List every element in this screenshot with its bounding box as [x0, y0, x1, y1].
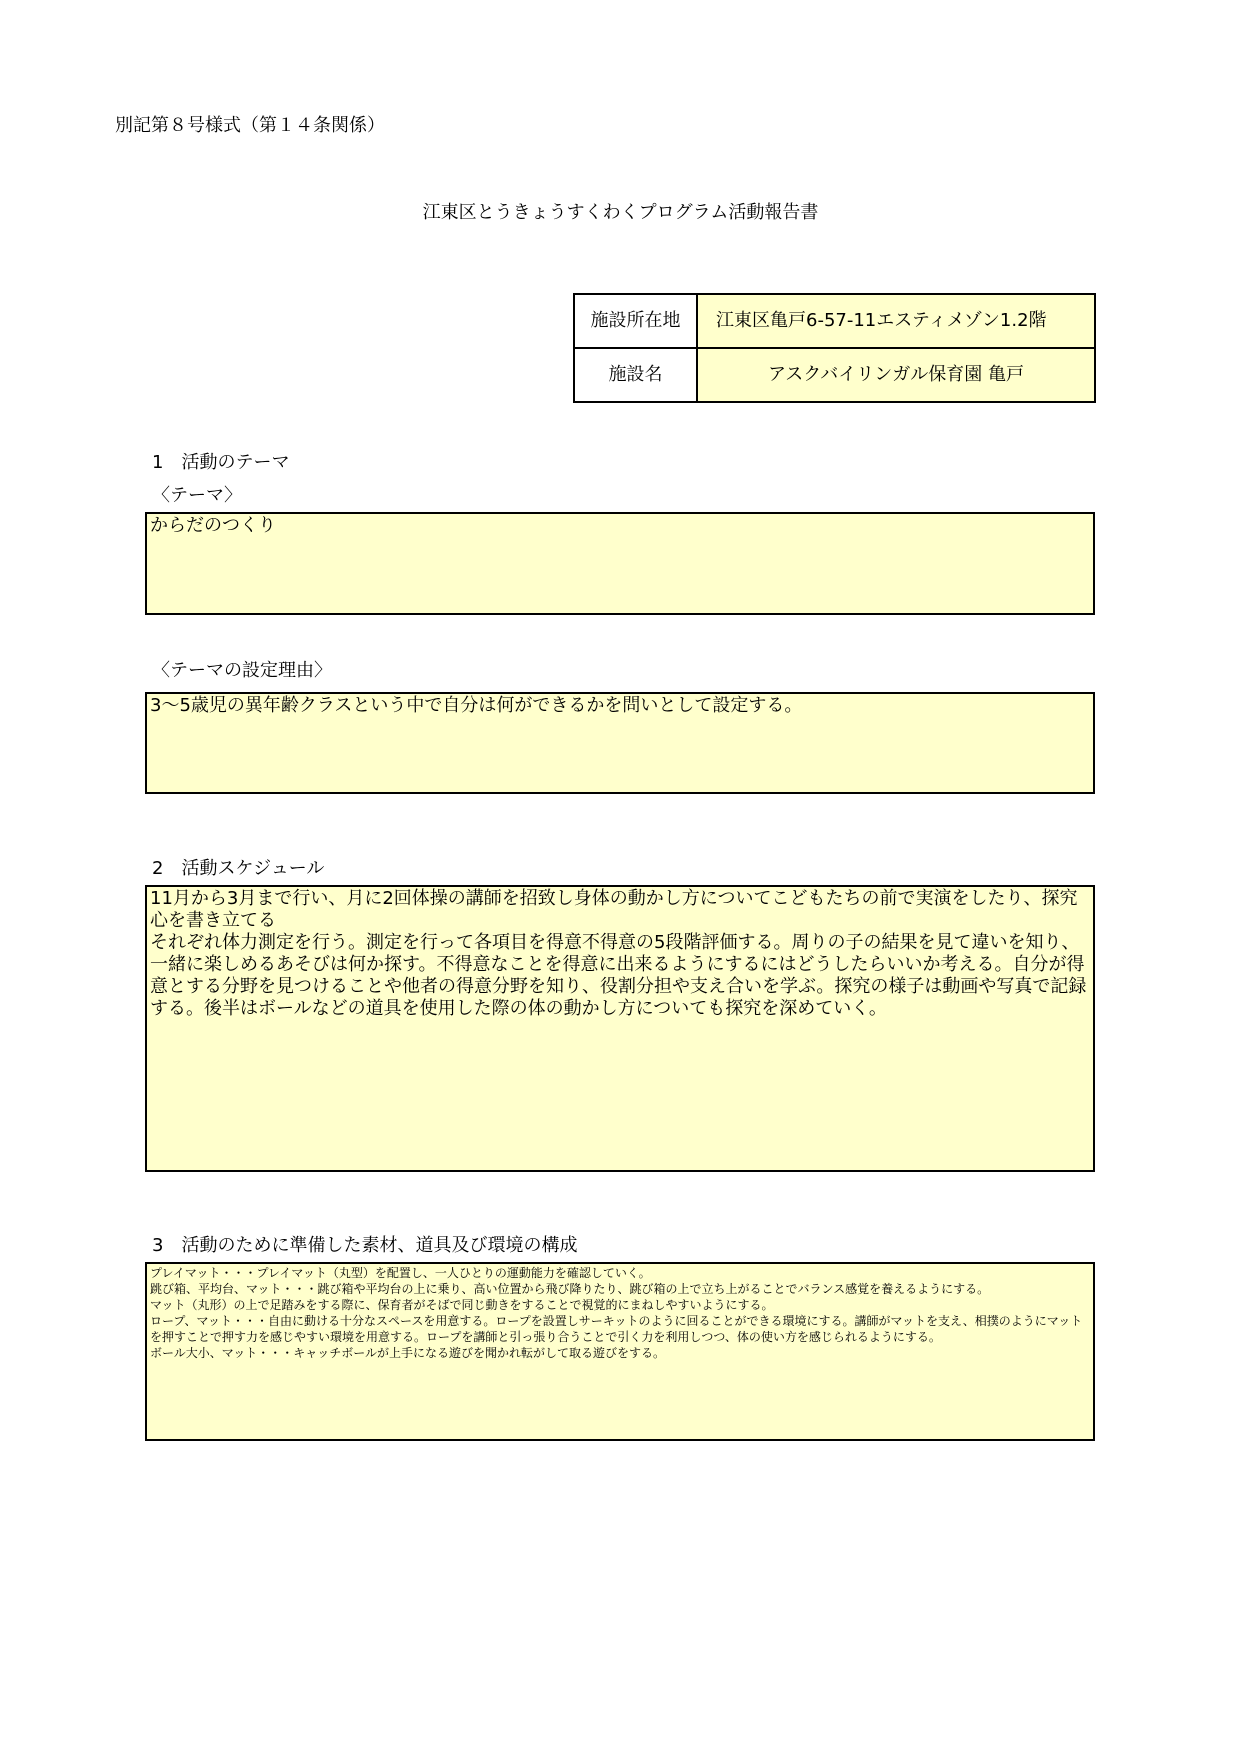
materials-field[interactable] — [145, 1262, 1095, 1441]
theme-field[interactable] — [145, 512, 1095, 615]
facility-address-label: 施設所在地 — [574, 294, 697, 348]
facility-address-row — [574, 294, 1095, 348]
facility-table — [573, 293, 1096, 403]
materials-text: プレイマット・・・プレイマット（丸型）を配置し、一人ひとりの運動能力を確認していく。 跳び箱、平均台、マット・・・跳び箱や平均台の上に乗り、高い位置から飛び降りたり、跳び箱の上で立ち上がることでバランス感覚を養えるようにする。 マット（丸形）の上で足踏みをする際に、保育者がそばで同じ動きをすることで視覚的にまねしやすいようにする。 ロープ、マット・・・自由に動ける十分なスペースを用意する。ロープを設置しサーキットのように回ることができる環境にする。講師がマットを支え、相撲のようにマットを押すことで押す力を感じやすい環境を用意する。ロープを講師と引っ張り合うことで引く力を利用しつつ、体の使い方を感じられるようにする。 ボール大小、マット・・・キャッチボールが上手になる遊びを聞かれ転がして取る遊びをする。 — [150, 1266, 1083, 1360]
schedule-text: 11月から3月まで行い、月に2回体操の講師を招致し身体の動かし方についてこどもたちの前で実演をしたり、探究心を書き立てる それぞれ体力測定を行う。測定を行って各項目を得意不得意の5段階評価する。周りの子の結果を見て違いを知り、一緒に楽しめるあそびは何か探す。不得意なことを得意に出来るようにするにはどうしたらいいか考える。自分が得意とする分野を見つけることや他者の得意分野を知り、役割分担や支え合いを学ぶ。探究の様子は動画や写真で記録する。後半はボールなどの道具を使用した際の体の動かし方についても探究を深めていく。 — [150, 888, 1087, 1019]
schedule-field[interactable] — [145, 885, 1095, 1172]
theme-label: 〈テーマ〉 — [152, 485, 242, 506]
form-number: 別記第８号様式（第１４条関係） — [115, 115, 385, 136]
theme-reason-field[interactable] — [145, 692, 1095, 794]
section1-heading: 1 活動のテーマ — [152, 452, 290, 473]
facility-name-row — [574, 348, 1095, 402]
document-title: 江東区とうきょうすくわくプログラム活動報告書 — [422, 202, 819, 223]
section2-heading: 2 活動スケジュール — [152, 858, 325, 879]
facility-name-label: 施設名 — [574, 348, 697, 402]
facility-name-value[interactable]: アスクバイリンガル保育園 亀戸 — [697, 348, 1095, 402]
section3-heading: 3 活動のために準備した素材、道具及び環境の構成 — [152, 1235, 578, 1256]
theme-reason-label: 〈テーマの設定理由〉 — [152, 660, 332, 681]
theme-text: からだのつくり — [150, 515, 276, 536]
theme-reason-text: 3～5歳児の異年齢クラスという中で自分は何ができるかを問いとして設定する。 — [150, 695, 803, 716]
facility-address-value[interactable]: 江東区亀戸6-57-11エスティメゾン1.2階 — [697, 294, 1095, 348]
